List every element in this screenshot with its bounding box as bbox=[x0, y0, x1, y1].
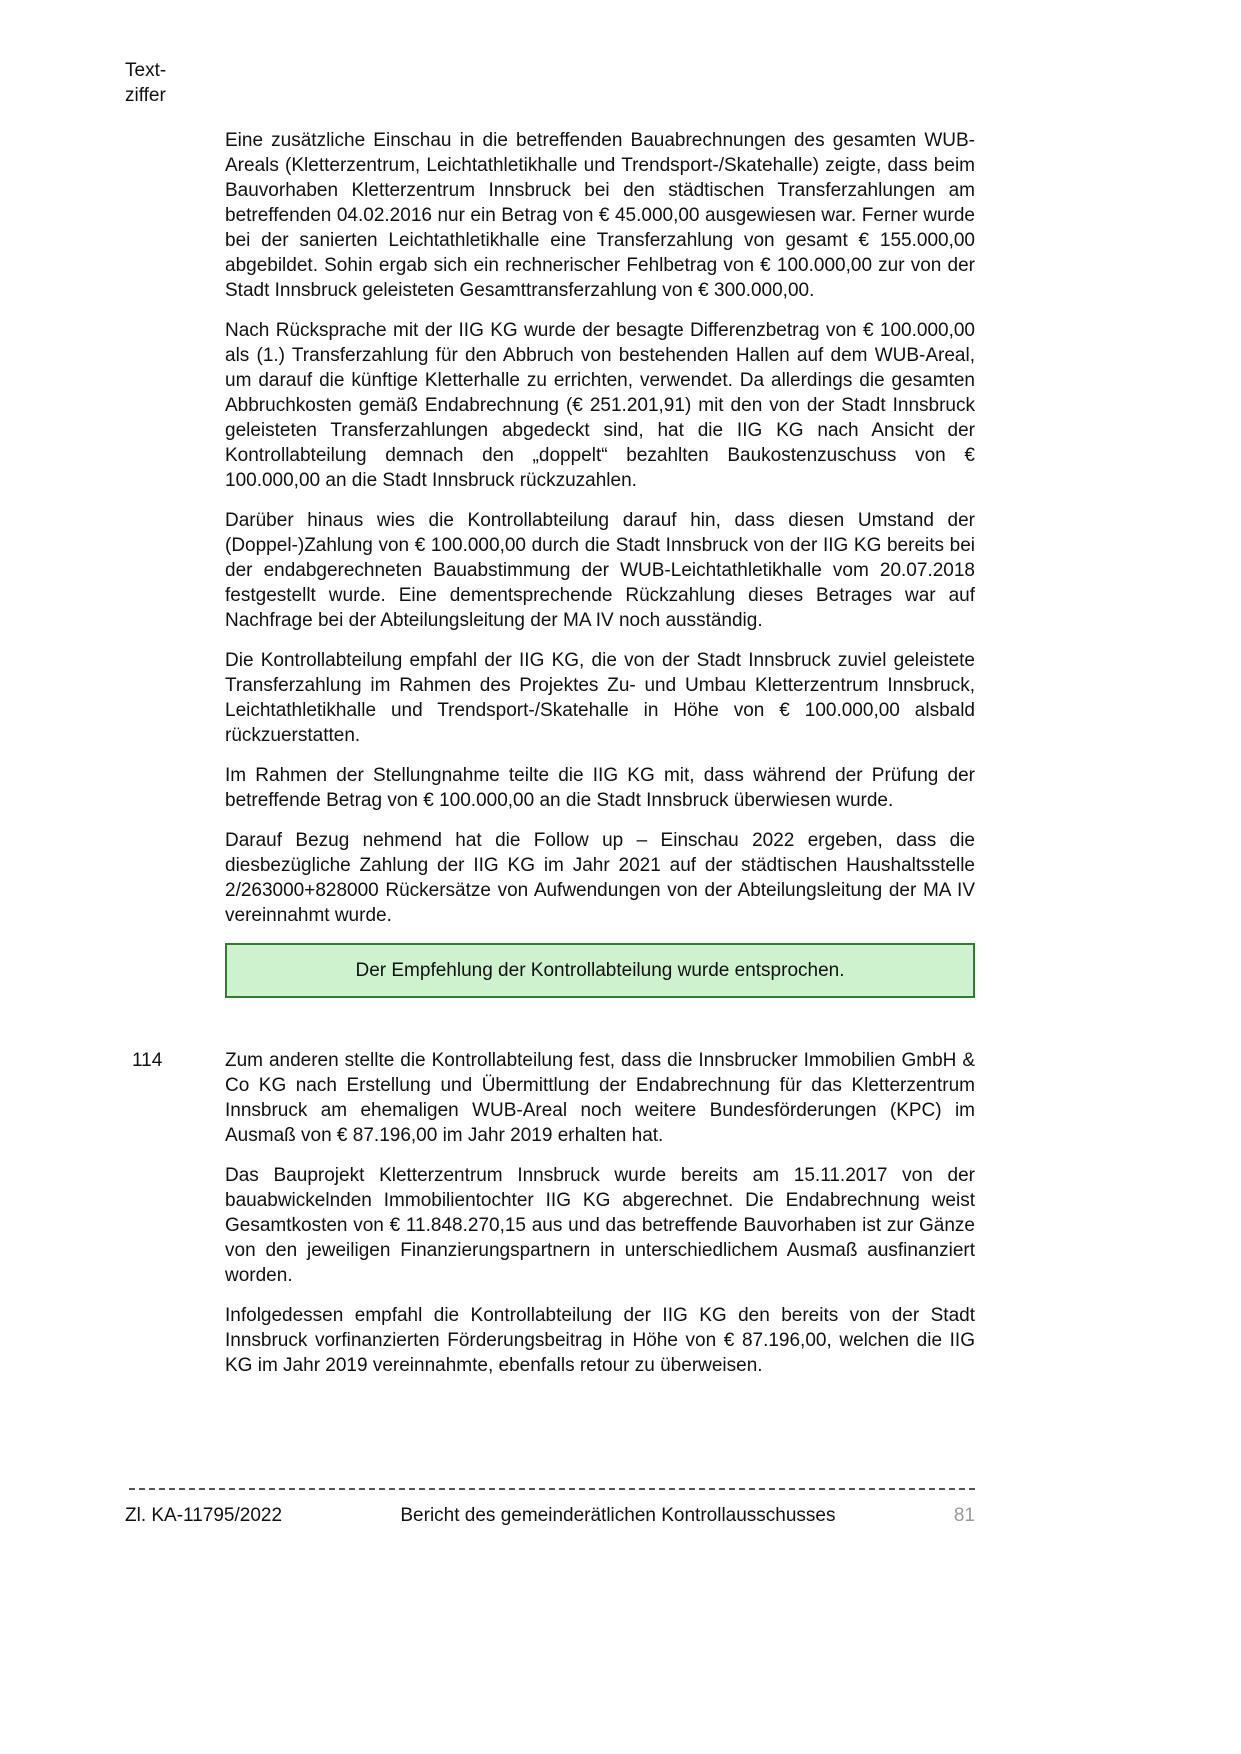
paragraph: Infolgedessen empfahl die Kontrollabteilung der IIG KG den bereits von der Stadt Innsbruck vorfinanzierten Förderungsbeitrag in Höhe von € 87.196,00, welchen die IIG KG im Jahr 2019 vereinnahmte, ebenfalls retour zu überweisen. bbox=[225, 1305, 975, 1376]
document-body bbox=[132, 128, 975, 1393]
footer bbox=[125, 1503, 975, 1528]
section-113 bbox=[225, 128, 975, 998]
paragraph: Im Rahmen der Stellungnahme teilte die IIG KG mit, dass während der Prüfung der betreffende Betrag von € 100.000,00 an die Stadt Innsbruck überwiesen wurde. bbox=[225, 765, 975, 811]
textziffer-number: 114 bbox=[132, 1050, 163, 1071]
section-114 bbox=[132, 1048, 975, 1378]
footer-title: Bericht des gemeinderätlichen Kontrollausschusses bbox=[400, 1505, 836, 1526]
paragraph: Die Kontrollabteilung empfahl der IIG KG, die von der Stadt Innsbruck zuviel geleistete Transferzahlung im Rahmen des Projektes Zu- und Umbau Kletterzentrum Innsbruck, Leichtathletikhalle und Trendsport-/Skatehalle in Höhe von € 100.000,00 alsbald rückzuerstatten. bbox=[225, 650, 975, 746]
textziffer-header-line2: ziffer bbox=[125, 85, 166, 106]
paragraph: Das Bauprojekt Kletterzentrum Innsbruck wurde bereits am 15.11.2017 von der bauabwickelnden Immobilientochter IIG KG abgerechnet. Die Endabrechnung weist Gesamtkosten von € 11.848.270,15 aus und das betreffende Bauvorhaben ist zur Gänze von den jeweiligen Finanzierungspartnern in unterschiedlichem Ausmaß ausfinanziert worden. bbox=[225, 1165, 975, 1286]
paragraph: Eine zusätzliche Einschau in die betreffenden Bauabrechnungen des gesamten WUB-Areals (Kletterzentrum, Leichtathletikhalle und Trendsport-/Skatehalle) zeigte, dass beim Bauvorhaben Kletterzentrum Innsbruck bei den städtischen Transferzahlungen am betreffenden 04.02.2016 nur ein Betrag von € 45.000,00 ausgewiesen war. Ferner wurde bei der sanierten Leichtathletikhalle eine Transferzahlung von gesamt € 155.000,00 abgebildet. Sohin ergab sich ein rechnerischer Fehlbetrag von € 100.000,00 zur von der Stadt Innsbruck geleisteten Gesamttransferzahlung von € 300.000,00. bbox=[225, 130, 975, 301]
paragraph: Darüber hinaus wies die Kontrollabteilung darauf hin, dass diesen Umstand der (Doppel-)Zahlung von € 100.000,00 durch die Stadt Innsbruck von der IIG KG bereits bei der endabgerechneten Bauabstimmung der WUB-Leichtathletikhalle vom 20.07.2018 festgestellt wurde. Eine dementsprechende Rückzahlung dieses Betrages war auf Nachfrage bei der Abteilungsleitung der MA IV noch ausständig. bbox=[225, 510, 975, 631]
paragraph: Darauf Bezug nehmend hat die Follow up – Einschau 2022 ergeben, dass die diesbezügliche Zahlung der IIG KG im Jahr 2021 auf der städtischen Haushaltsstelle 2/263000+828000 Rückersätze von Aufwendungen von der Abteilungsleitung der MA IV vereinnahmt wurde. bbox=[225, 830, 975, 926]
footer-reference: Zl. KA-11795/2022 bbox=[125, 1505, 283, 1526]
textziffer-header-line1: Text- bbox=[125, 60, 167, 81]
paragraph: Nach Rücksprache mit der IIG KG wurde der besagte Differenzbetrag von € 100.000,00 als (1.) Transferzahlung für den Abbruch von bestehenden Hallen auf dem WUB-Areal, um darauf die künftige Kletterhalle zu errichten, verwendet. Da allerdings die gesamten Abbruchkosten gemäß Endabrechnung (€ 251.201,91) mit den von der Stadt Innsbruck geleisteten Transferzahlungen abgedeckt sind, hat die IIG KG nach Ansicht der Kontrollabteilung demnach den „doppelt“ bezahlten Baukostenzuschuss von € 100.000,00 an die Stadt Innsbruck rückzuzahlen. bbox=[225, 320, 975, 491]
textziffer-header bbox=[125, 58, 166, 108]
recommendation-box: Der Empfehlung der Kontrollabteilung wurde entsprochen. bbox=[225, 943, 975, 998]
footer-page-number: 81 bbox=[953, 1505, 975, 1526]
footer-separator bbox=[129, 1488, 975, 1490]
paragraph: Zum anderen stellte die Kontrollabteilung fest, dass die Innsbrucker Immobilien GmbH & Co KG nach Erstellung und Übermittlung der Endabrechnung für das Kletterzentrum Innsbruck am ehemaligen WUB-Areal noch weitere Bundesförderungen (KPC) im Ausmaß von € 87.196,00 im Jahr 2019 erhalten hat. bbox=[225, 1050, 975, 1146]
